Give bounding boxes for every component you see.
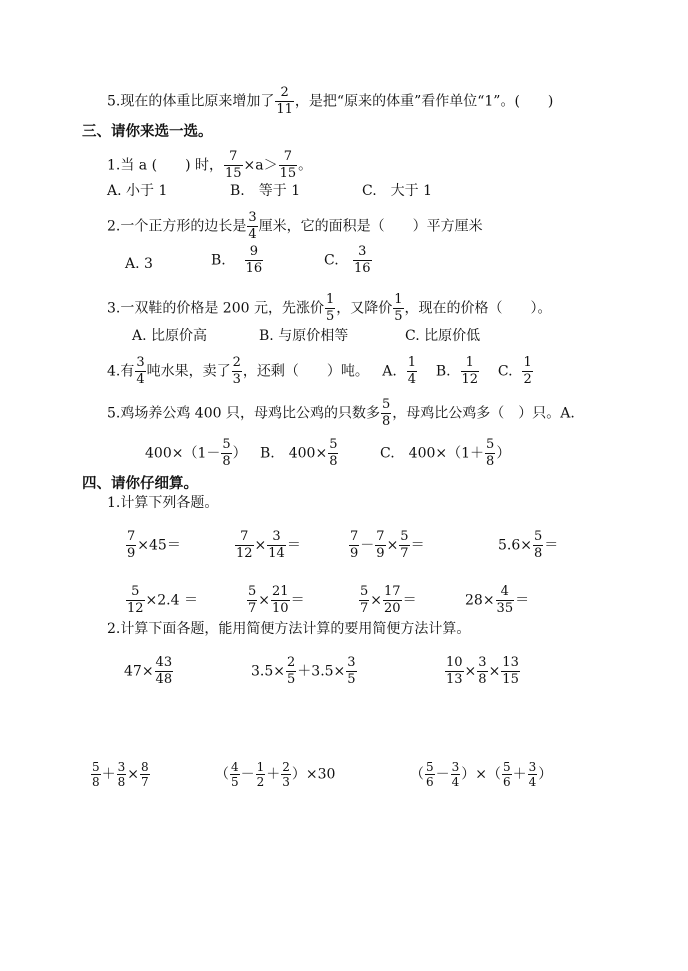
- numerator: 13: [502, 655, 519, 670]
- fraction: [126, 585, 145, 616]
- fraction: [275, 86, 294, 117]
- fraction: [501, 656, 520, 687]
- expr-text: ×2.4 ＝: [145, 592, 198, 609]
- question-text: 2.一个正方形的边长是: [107, 218, 247, 235]
- fraction: [407, 356, 417, 387]
- calc-expression: [234, 530, 301, 561]
- fraction: [230, 761, 240, 788]
- option-c: [380, 438, 510, 469]
- expr-text: ＝: [290, 592, 305, 609]
- numerator: 5: [534, 529, 543, 544]
- numerator: 43: [155, 655, 173, 670]
- calc-expression: [498, 530, 558, 561]
- denominator: 15: [224, 166, 242, 181]
- denominator: 8: [329, 454, 338, 469]
- fraction: [224, 150, 243, 181]
- denominator: 16: [354, 261, 371, 276]
- numerator: 5: [222, 437, 231, 452]
- fraction: [393, 293, 403, 324]
- operator: －: [240, 766, 255, 783]
- denominator: 12: [127, 601, 144, 616]
- fraction: [256, 761, 266, 788]
- fraction: [522, 356, 532, 387]
- numerator: 3: [451, 760, 460, 774]
- numerator: 5: [92, 760, 100, 774]
- fraction: [375, 530, 385, 561]
- fraction: [281, 761, 291, 788]
- numerator: 5: [360, 584, 369, 599]
- numerator: 5: [426, 760, 434, 774]
- numerator: 3: [358, 244, 367, 259]
- fraction: [247, 211, 257, 242]
- calc-expression: [348, 530, 425, 561]
- expr-text: 28×: [465, 592, 495, 609]
- denominator: 12: [461, 372, 479, 387]
- operator: ×: [254, 537, 267, 554]
- question-text: 5.现在的体重比原来增加了: [107, 93, 275, 110]
- denominator: 14: [268, 546, 285, 561]
- question-text: 3.一双鞋的价格是 200 元，先涨价: [107, 300, 324, 317]
- denominator: 8: [222, 454, 231, 469]
- choice-question-5: [107, 398, 575, 429]
- denominator: 7: [400, 546, 409, 561]
- denominator: 11: [276, 102, 293, 117]
- expr-text: （: [215, 766, 229, 783]
- denominator: 15: [279, 166, 297, 181]
- denominator: 8: [486, 454, 495, 469]
- denominator: 6: [503, 775, 511, 789]
- denominator: 9: [127, 546, 136, 561]
- operator: ×: [464, 663, 477, 680]
- numerator: 5: [131, 584, 140, 599]
- option-text: B. 400×: [260, 445, 328, 462]
- option-label: B.: [435, 363, 451, 380]
- fraction: [359, 585, 369, 616]
- numerator: 3: [347, 655, 356, 670]
- denominator: 9: [376, 546, 385, 561]
- denominator: 16: [245, 261, 263, 276]
- expr-text: ×45＝: [137, 537, 181, 554]
- calc-expression: [125, 585, 198, 616]
- fraction: [502, 761, 512, 788]
- numerator: 3: [136, 355, 145, 370]
- numerator: 5: [329, 437, 338, 452]
- question-text: 吨水果，卖了: [146, 363, 231, 380]
- option-text: ）: [232, 445, 247, 462]
- fraction: [155, 656, 174, 687]
- operator: ×: [127, 766, 140, 783]
- expr-text: ）×30: [291, 766, 336, 783]
- fraction: [477, 656, 487, 687]
- denominator: 3: [232, 372, 241, 387]
- question-text: 4.有: [107, 363, 135, 380]
- fraction: [232, 356, 242, 387]
- fraction: [135, 356, 145, 387]
- expr-text: 5.6×: [498, 537, 532, 554]
- fraction: [126, 530, 136, 561]
- option-b: [211, 245, 264, 276]
- question-text: ，是把“原来的体重”看作单位“1”。( ): [294, 93, 554, 110]
- fraction: [91, 761, 101, 788]
- denominator: 6: [426, 775, 434, 789]
- denominator: 4: [248, 227, 257, 242]
- calc-expression: [124, 656, 174, 687]
- fraction: [117, 761, 127, 788]
- fraction: [286, 656, 296, 687]
- option-a: A. 比原价高: [132, 328, 208, 344]
- numerator: 5: [381, 397, 391, 412]
- question-text: ，母鸡比公鸡多（ ）只。A.: [392, 405, 575, 422]
- denominator: 5: [347, 672, 356, 687]
- fraction: [267, 530, 286, 561]
- operator: ×: [258, 592, 271, 609]
- option-text: 400×（1－: [145, 445, 221, 462]
- numerator: 2: [232, 355, 241, 370]
- numerator: 10: [446, 655, 463, 670]
- option-a: [145, 438, 247, 469]
- numerator: 4: [500, 584, 509, 599]
- expr-text: 47×: [124, 663, 154, 680]
- numerator: 5: [248, 584, 257, 599]
- denominator: 8: [478, 672, 487, 687]
- numerator: 5: [486, 437, 495, 452]
- calc-expression: [246, 585, 305, 616]
- sub-heading-1: 1.计算下列各题。: [107, 495, 219, 511]
- numerator: 7: [283, 149, 293, 164]
- calc-expression: [251, 656, 358, 687]
- operator: ＋: [512, 766, 527, 783]
- fraction: [528, 761, 538, 788]
- option-a: A. 3: [125, 256, 153, 272]
- question-text: 。: [298, 157, 313, 174]
- expr-text: ）: [538, 766, 553, 783]
- denominator: 12: [236, 546, 253, 561]
- denominator: 35: [496, 601, 514, 616]
- fraction: [425, 761, 435, 788]
- numerator: 7: [240, 529, 249, 544]
- choice-question-3: [107, 293, 552, 324]
- operator: －: [435, 766, 450, 783]
- numerator: 21: [272, 584, 289, 599]
- question-text: 5.鸡场养公鸡 400 只，母鸡比公鸡的只数多: [107, 405, 380, 422]
- expr-text: ＝: [286, 537, 301, 554]
- calc-expression: [215, 761, 335, 788]
- denominator: 4: [528, 775, 537, 789]
- fraction: [445, 656, 464, 687]
- operator: ×: [488, 663, 501, 680]
- denominator: 3: [282, 775, 290, 789]
- operator: －: [360, 537, 375, 554]
- denominator: 20: [384, 601, 401, 616]
- numerator: 7: [350, 529, 359, 544]
- numerator: 9: [249, 244, 258, 259]
- fraction: [451, 761, 461, 788]
- expr-text: ＝: [544, 537, 559, 554]
- calc-expression: [125, 530, 181, 561]
- fraction: [328, 438, 338, 469]
- option-c: C. 比原价低: [405, 328, 481, 344]
- operator: ＋: [266, 766, 281, 783]
- fraction: [496, 585, 515, 616]
- fraction: [461, 356, 480, 387]
- question-text: 1.当 a ( ) 时，: [107, 157, 223, 174]
- numerator: 7: [229, 149, 238, 164]
- fraction: [349, 530, 359, 561]
- expr-text: ＝: [402, 592, 417, 609]
- fraction: [346, 656, 356, 687]
- section-heading-3: 三、请你来选一选。: [82, 123, 213, 140]
- option-label: B.: [211, 252, 226, 269]
- judgement-item-5: [107, 86, 553, 117]
- denominator: 48: [155, 672, 173, 687]
- numerator: 2: [282, 760, 290, 774]
- fraction: [279, 150, 298, 181]
- denominator: 10: [272, 601, 289, 616]
- operator: ×: [370, 592, 383, 609]
- numerator: 1: [325, 292, 335, 307]
- denominator: 7: [360, 601, 369, 616]
- denominator: 5: [394, 309, 403, 324]
- fraction: [325, 293, 335, 324]
- numerator: 17: [384, 584, 401, 599]
- expr-text: 3.5×: [251, 663, 285, 680]
- option-text: C. 400×（1＋: [380, 445, 485, 462]
- denominator: 9: [350, 546, 359, 561]
- denominator: 5: [325, 309, 335, 324]
- numerator: 7: [127, 529, 136, 544]
- numerator: 5: [400, 529, 409, 544]
- denominator: 13: [446, 672, 463, 687]
- denominator: 15: [502, 672, 519, 687]
- fraction: [353, 245, 372, 276]
- numerator: 1: [256, 760, 265, 774]
- numerator: 1: [394, 292, 403, 307]
- question-text: ，还剩（ ）吨。: [242, 363, 369, 380]
- fraction: [245, 245, 264, 276]
- denominator: 2: [256, 775, 265, 789]
- option-text: ）: [496, 445, 511, 462]
- fraction: [399, 530, 409, 561]
- numerator: 3: [528, 760, 537, 774]
- sub-heading-2: 2.计算下面各题，能用简便方法计算的要用简便方法计算。: [107, 621, 471, 637]
- expr-text: （: [410, 766, 424, 783]
- option-b: B. 与原价相等: [259, 328, 349, 344]
- option-a: A. 小于 1: [107, 183, 168, 199]
- operator: ×: [386, 537, 399, 554]
- choice-question-1: [107, 150, 312, 181]
- denominator: 4: [136, 372, 145, 387]
- numerator: 3: [248, 210, 257, 225]
- calc-expression: [410, 761, 552, 788]
- denominator: 5: [287, 672, 296, 687]
- numerator: 1: [407, 355, 417, 370]
- numerator: 4: [231, 760, 239, 774]
- option-b: B. 等于 1: [230, 183, 301, 199]
- calc-expression: [465, 585, 529, 616]
- calc-expression: [90, 761, 151, 788]
- fraction: [271, 585, 290, 616]
- question-text: 厘米，它的面积是（ ）平方厘米: [258, 218, 483, 235]
- numerator: 2: [280, 85, 289, 100]
- fraction: [221, 438, 231, 469]
- option-c: [324, 245, 373, 276]
- numerator: 8: [141, 760, 149, 774]
- expr-text: ＋3.5×: [297, 663, 346, 680]
- denominator: 7: [248, 601, 257, 616]
- expr-text: ＝: [410, 537, 425, 554]
- section-heading-4: 四、请你仔细算。: [82, 475, 198, 492]
- option-label: C.: [497, 363, 513, 380]
- denominator: 8: [534, 546, 543, 561]
- denominator: 8: [381, 414, 391, 429]
- calc-expression: [444, 656, 521, 687]
- calc-expression: [358, 585, 417, 616]
- fraction: [140, 761, 150, 788]
- numerator: 2: [287, 655, 296, 670]
- fraction: [485, 438, 495, 469]
- fraction: [235, 530, 254, 561]
- fraction: [247, 585, 257, 616]
- numerator: 5: [503, 760, 511, 774]
- option-b: [260, 438, 339, 469]
- numerator: 3: [272, 529, 281, 544]
- option-c: C. 大于 1: [362, 183, 433, 199]
- denominator: 4: [451, 775, 460, 789]
- denominator: 7: [141, 775, 149, 789]
- denominator: 5: [231, 775, 239, 789]
- option-label: C.: [324, 252, 339, 269]
- numerator: 3: [117, 760, 126, 774]
- choice-question-2: [107, 211, 483, 242]
- numerator: 3: [478, 655, 487, 670]
- numerator: 1: [465, 355, 474, 370]
- operator: ×a＞: [243, 157, 278, 174]
- option-label: A.: [382, 363, 397, 380]
- denominator: 8: [117, 775, 126, 789]
- choice-question-4: [107, 356, 534, 387]
- denominator: 8: [92, 775, 100, 789]
- expr-text: ＝: [515, 592, 530, 609]
- question-text: ，现在的价格（ ）。: [404, 300, 552, 317]
- numerator: 1: [523, 355, 532, 370]
- question-text: ，又降价: [336, 300, 393, 317]
- fraction: [381, 398, 391, 429]
- fraction: [383, 585, 402, 616]
- denominator: 2: [523, 372, 532, 387]
- numerator: 7: [376, 529, 385, 544]
- fraction: [533, 530, 543, 561]
- expr-text: ）×（: [461, 766, 502, 783]
- operator: ＋: [101, 766, 116, 783]
- denominator: 4: [407, 372, 417, 387]
